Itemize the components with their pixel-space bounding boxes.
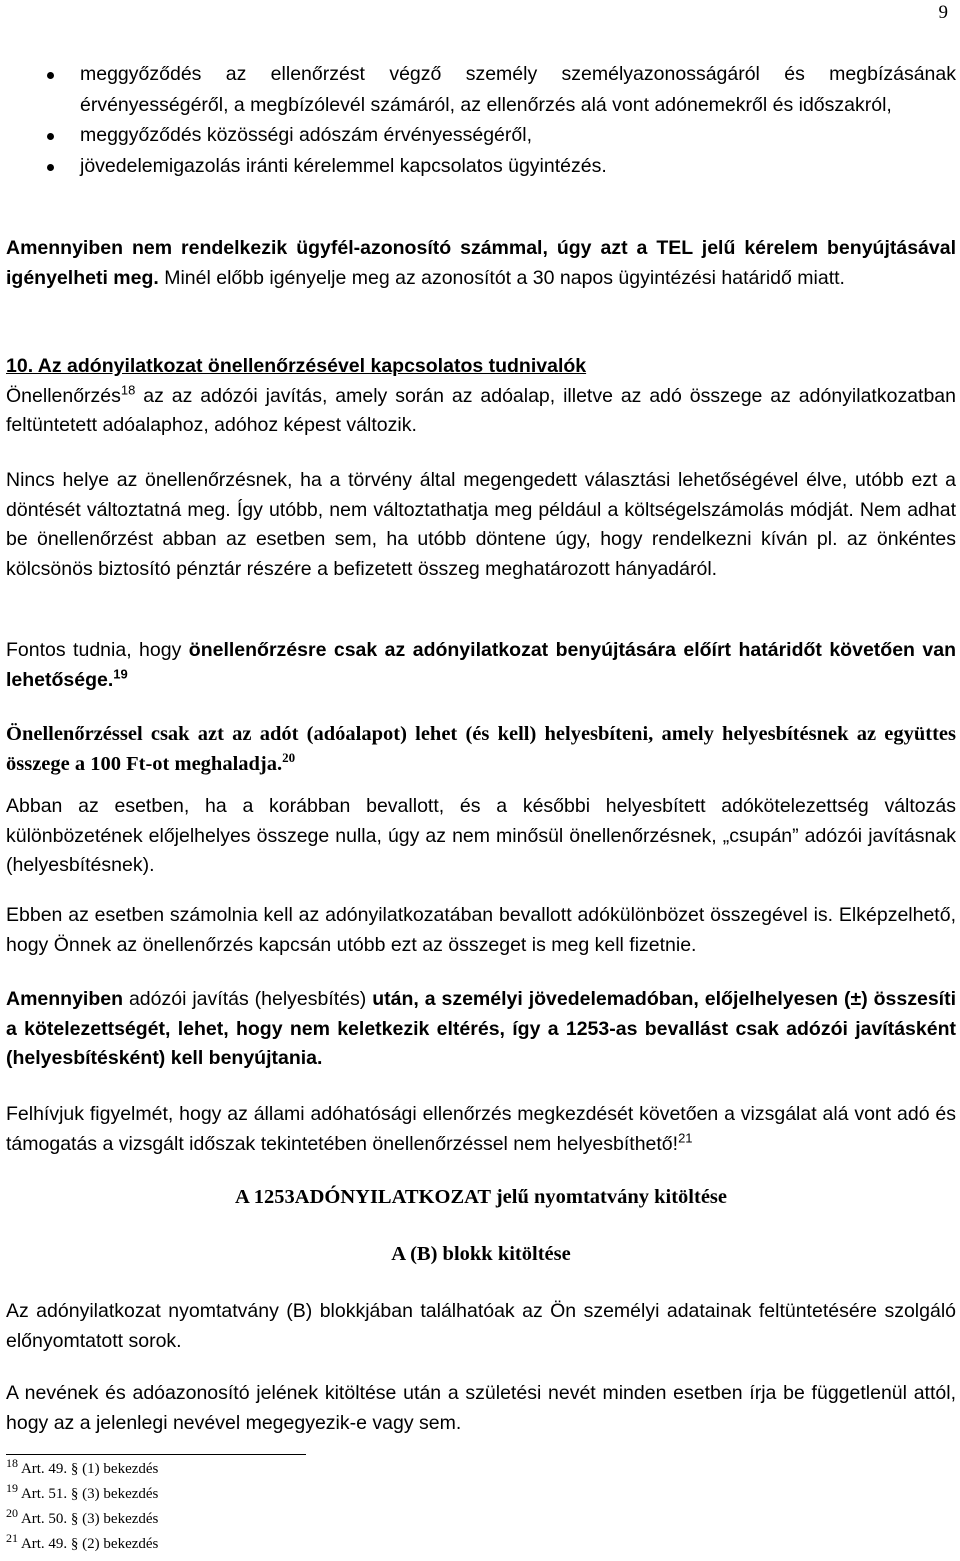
list-item: jövedelemigazolás iránti kérelemmel kapcsolatos ügyintézés. bbox=[0, 151, 960, 182]
paragraph-amennyiben: Amennyiben adózói javítás (helyesbítés) után, a személyi jövedelemadóban, előjelhelyesen (±) összesíti a kötelezettségét, lehet, hogy nem keletkezik eltérés, így a 1253-as bevallást csak adózói javításként (helyesbítésként) kell benyújtania. bbox=[6, 988, 957, 1069]
section-text: Önellenőrzés$^{18}$ az az adózói javítás, amely során az adóalap, illetve az adó összege az adónyilatkozatban feltüntetett adóalaphoz, adóhoz képest változik. bbox=[6, 382, 956, 436]
footnote-18: $^{18}$ Art. 49. § (1) bekezdés bbox=[6, 1456, 159, 1477]
footnote-ref-19[interactable]: 19 bbox=[113, 666, 128, 681]
footnote-ref-21[interactable]: 21 bbox=[678, 1130, 693, 1145]
list-item: meggyőződés közösségi adószám érvényességéről, bbox=[0, 120, 960, 151]
section-heading: 10. Az adónyilatkozat önellenőrzésével kapcsolatos tudnivalók bbox=[6, 355, 587, 377]
bullet-icon bbox=[47, 164, 54, 171]
bullet-icon bbox=[47, 72, 54, 79]
bullet-icon bbox=[47, 133, 54, 140]
footnote-21: $^{21}$ Art. 49. § (2) bekezdés bbox=[6, 1531, 159, 1552]
list-item: meggyőződés az ellenőrzést végző személy személyazonosságáról és megbízásának érvényességéről, a megbízólevél számáról, az ellenőrzés alá vont adónemekről és időszakról, bbox=[0, 59, 960, 120]
footnote-ref-20[interactable]: 20 bbox=[282, 749, 296, 765]
footnote-19: $^{19}$ Art. 51. § (3) bekezdés bbox=[6, 1481, 159, 1502]
paragraph-felhivjuk: Felhívjuk figyelmét, hogy az állami adóhatósági ellenőrzés megkezdését követően a vizsgálat alá vont adó és támogatás a vizsgált időszak tekintetében önellenőrzéssel nem helyesbíthető!$^{21}$ bbox=[6, 1103, 956, 1155]
paragraph-nincs: Nincs helye az önellenőrzésnek, ha a törvény által megengedett választási lehetőségével élve, utóbb ezt a döntését változtatná meg. Így utóbb, nem változtathatja meg például a költségelszámolás módját. Nem adhat be önellenőrzést abban az esetben sem, ha utóbb döntene úgy, hogy rendelkezni kíván pl. az önkéntes kölcsönös biztosító pénztár részére a befizetett összeg meghatározott hányadáról. bbox=[6, 469, 956, 580]
paragraph-fontos: Fontos tudnia, hogy önellenőrzésre csak az adónyilatkozat benyújtására előírt határidőt követően van lehetősége.$^{19}$ bbox=[6, 639, 956, 691]
paragraph-ebben: Ebben az esetben számolnia kell az adónyilatkozatában bevallott adókülönbözet összegével is. Elképzelhető, hogy Önnek az önellenőrzés kapcsán utóbb ezt az összeget is meg kell fizetnie. bbox=[6, 904, 956, 956]
paragraph-abban: Abban az esetben, ha a korábban bevallott, és a későbbi helyesbített adókötelezettség változás különbözetének előjelhelyes összege nulla, úgy az nem minősül önellenőrzésnek, „csupán” adózói javításnak (helyesbítésnek). bbox=[6, 795, 956, 876]
paragraph-az: Az adónyilatkozat nyomtatvány (B) blokkjában találhatóak az Ön személyi adatainak feltüntetésére szolgáló előnyomtatott sorok. bbox=[6, 1300, 956, 1352]
bullet-list bbox=[0, 59, 960, 181]
heading-nyomtatvany: A 1253ADÓNYILATKOZAT jelű nyomtatvány kitöltése bbox=[234, 1186, 728, 1208]
section-10 bbox=[6, 352, 956, 441]
paragraph-a: A nevének és adóazonosító jelének kitöltése után a születési nevét minden esetben írja be függetlenül attól, hogy az a jelenlegi nevével megegyezik-e vagy sem. bbox=[6, 1382, 956, 1434]
footnote-ref-18[interactable]: 18 bbox=[120, 382, 136, 397]
heading-b-blokk: A (B) blokk kitöltése bbox=[391, 1243, 571, 1265]
paragraph-azonosito: Amennyiben nem rendelkezik ügyfél-azonosító számmal, úgy azt a TEL jelű kérelem benyújtásával igényelheti meg. Minél előbb igényelje meg az azonosítót a 30 napos ügyintézési határidő miatt. bbox=[6, 237, 956, 289]
page-number: 9 bbox=[938, 2, 948, 23]
footnote-20: $^{20}$ Art. 50. § (3) bekezdés bbox=[6, 1506, 159, 1527]
footnote-divider bbox=[6, 1454, 306, 1455]
paragraph-onellenorzessel: Önellenőrzéssel csak azt az adót (adóalapot) lehet (és kell) helyesbíteni, amely helyesbítésnek az együttes összege a 100 Ft-ot meghaladja.$^{20}$ bbox=[6, 723, 956, 775]
